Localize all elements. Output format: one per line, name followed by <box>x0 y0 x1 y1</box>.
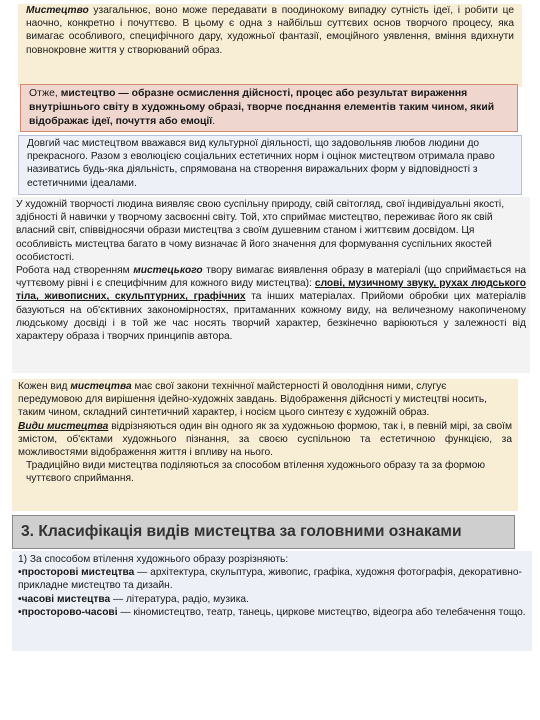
definition-body: мистецтво — образне осмислення дійсності, процес або результат вираження внутрішнього світу в художньому образі, творче поєднання елементів таким чином, який відображає ідеї, почуття або емоції <box>29 88 495 127</box>
section-heading: 3. Класифікація видів мистецтва за головними ознаками <box>21 523 462 540</box>
art-kinds-paragraph-1 <box>18 380 512 420</box>
creativity-p2-start: Робота над створенням <box>16 265 134 277</box>
art-kinds-paragraph-2 <box>18 420 512 460</box>
art-kinds-p1-rest: має свої закони технічної майстерності й оволодіння ними, слугує передумовою для вирішення ідейно-художніх завдань. Відображення дійсності у мистецтві носить, таким чином, складний синтетичний характер, і носієм цього синтезу є художній образ. <box>18 381 487 419</box>
intro-paragraph-text: узагальнює, воно може передавати в поодинокому випадку сутність ідеї, і робити це наочно, конкретно і почуттєво. В цьому є одна з найбільш суттєвих основ творчого процесу, яка вимагає особливого, специфічного дару, художньої фантазії, емоційного уявлення, вміння вдихнути повнокровне життя у створюваний образ. <box>26 5 514 56</box>
list-item-term: •просторові мистецтва <box>18 567 135 579</box>
list-item-desc: — література, радіо, музика. <box>110 593 249 605</box>
creativity-p2-term: мистецького <box>133 265 203 277</box>
intro-paragraph <box>26 4 514 57</box>
classification-block <box>12 551 532 651</box>
art-kinds-p2-term: Види мистецтва <box>18 420 109 432</box>
creativity-materials: слові, музичному звуку, рухах людського тіла, живописних, скульптурних, графічних <box>16 278 526 303</box>
list-item-term: •часові мистецтва <box>18 593 111 605</box>
definition-text <box>29 87 509 129</box>
list-item-desc: — кіномистецтво, театр, танець, циркове мистецтво, відеогра або телебачення тощо. <box>117 606 526 618</box>
list-item <box>18 593 526 606</box>
art-lead-term: Мистецтво <box>26 5 89 16</box>
creativity-block <box>12 197 530 373</box>
section-heading-box <box>12 515 515 549</box>
definition-prefix: Отже, <box>29 88 61 99</box>
creativity-paragraph-1: У художній творчості людина виявляє свою суспільну природу, свій світогляд, свої індивідуальні якості, здібності й навички у творчому засвоєнні світу. Той, хто сприймає мистецтво, переживає його як свій власний світ, співвідносячи образи мистецтва з своїм душевним станом і життєвим досвідом. Ця особливість мистецтва багато в чому визначає й його значення для формування суспільних якостей особистості. <box>16 199 505 263</box>
list-item <box>18 566 526 592</box>
classification-intro: 1) За способом втілення художнього образу розрізняють: <box>18 554 289 565</box>
art-kinds-block <box>12 379 518 511</box>
history-paragraph: Довгий час мистецтвом вважався вид культурної діяльності, що задовольняв любов людини до прекрасного. Разом з еволюцією соціальних естетичних норм і оцінок мистецтвом отримала право називатись будь-яка діяльність, спрямована на створення виражальних форм у відповідності з естетичними ідеалами. <box>27 138 495 189</box>
creativity-paragraph-2 <box>16 264 526 343</box>
intro-paragraph-block <box>18 4 522 87</box>
creativity-p2-end: та інших матеріалах. Прийоми обробки цих матеріалів базуються на об'єктивних закономірностях, притаманних кожному виду, на величезному накопиченому людському досвіді і в той же час носять творчий характер, безкінечно варіюються у залежності від характеру образа і творчих принципів автора. <box>16 291 526 343</box>
list-item <box>18 606 526 619</box>
creativity-p2-mid: твору вимагає виявлення образу в матеріалі (що сприймається на чуттєвому рівні і є специфічним для кожного виду мистецтва): <box>16 265 527 290</box>
art-kinds-p2-rest: відрізняються один він одного як за художньою формою, так і, в певній мірі, за своїм змістом, об'єктами художнього пізнання, за своєю суспільною та естетичною функцією, за можливостями відображення життя і впливу на нього. <box>18 420 512 459</box>
list-item-term: •просторово-часові <box>18 606 118 618</box>
definition-end: . <box>212 116 216 127</box>
art-kinds-p1-term: мистецтва <box>70 381 132 392</box>
art-kinds-paragraph-3: Традиційно види мистецтва поділяються за способом втілення художнього образу та за формою чуттєвого сприймання. <box>26 460 486 485</box>
list-item-desc: — архітектура, скульптура, живопис, графіка, художня фотографія, декоративно-прикладне мистецтво та дизайн. <box>18 567 522 592</box>
art-kinds-p1-start: Кожен вид <box>18 381 71 392</box>
history-block <box>18 135 522 195</box>
definition-box <box>20 84 518 132</box>
